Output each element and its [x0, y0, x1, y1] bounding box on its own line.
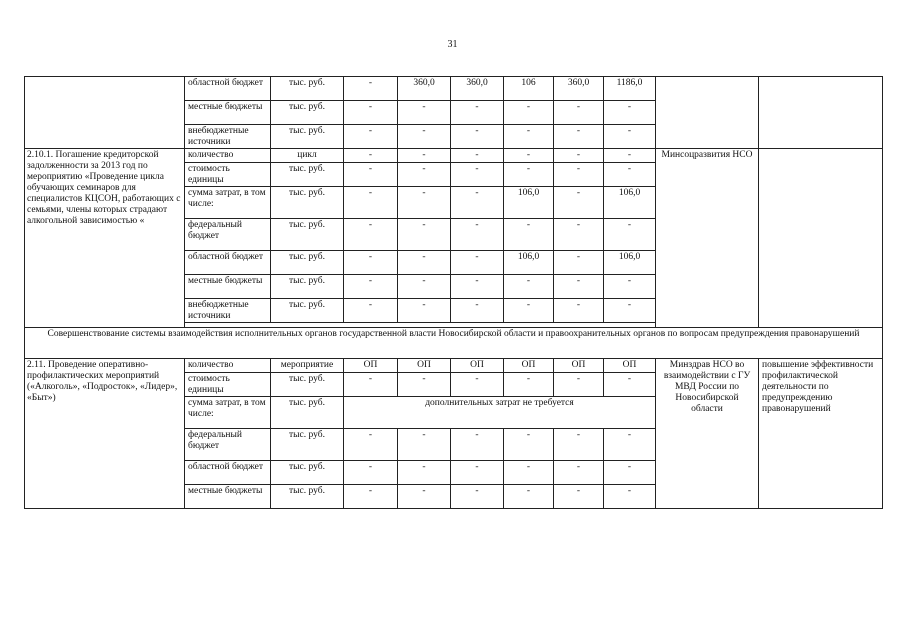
value-cell: 106,0 [504, 187, 554, 219]
executor-cell: Минздрав НСО во взаимодействии с ГУ МВД России по Новосибирской области [656, 359, 759, 509]
indicator-label: местные бюджеты [185, 275, 271, 299]
value-cell: - [451, 125, 504, 149]
value-cell: - [504, 461, 554, 485]
value-cell: - [554, 187, 604, 219]
value-cell: - [504, 219, 554, 251]
value-cell: - [344, 163, 398, 187]
value-cell: - [554, 163, 604, 187]
value-cell: 106 [504, 77, 554, 101]
item-title: 2.11. Проведение оперативно-профилактических мероприятий («Алкоголь», «Подросток», «Лидер», «Быт») [25, 359, 185, 509]
value-cell: - [604, 429, 656, 461]
value-cell: - [344, 485, 398, 509]
indicator-label: стоимость единицы [185, 373, 271, 397]
value-cell: - [451, 429, 504, 461]
value-cell: ОП [554, 359, 604, 373]
value-cell: - [604, 149, 656, 163]
unit-cell: тыс. руб. [271, 187, 344, 219]
value-cell: 106,0 [504, 251, 554, 275]
value-cell: - [504, 125, 554, 149]
value-cell: - [398, 101, 451, 125]
value-cell: - [344, 149, 398, 163]
value-cell: - [554, 485, 604, 509]
value-cell: - [554, 149, 604, 163]
value-cell: - [604, 299, 656, 323]
unit-cell: тыс. руб. [271, 101, 344, 125]
value-cell: - [344, 461, 398, 485]
unit-cell: тыс. руб. [271, 461, 344, 485]
value-cell: - [504, 275, 554, 299]
value-cell: - [554, 373, 604, 397]
value-cell: - [604, 373, 656, 397]
indicator-label: федеральный бюджет [185, 429, 271, 461]
unit-cell: тыс. руб. [271, 77, 344, 101]
indicator-label: внебюджетные источники [185, 299, 271, 323]
value-cell: ОП [504, 359, 554, 373]
unit-cell: тыс. руб. [271, 219, 344, 251]
value-cell: - [344, 275, 398, 299]
value-cell: - [344, 77, 398, 101]
value-cell: 106,0 [604, 187, 656, 219]
value-cell: - [604, 101, 656, 125]
value-cell: 106,0 [604, 251, 656, 275]
indicator-label: сумма затрат, в том числе: [185, 397, 271, 429]
value-cell: - [504, 299, 554, 323]
indicator-label: областной бюджет [185, 77, 271, 101]
program-table [24, 76, 883, 509]
value-cell: - [554, 299, 604, 323]
value-cell: - [344, 187, 398, 219]
value-cell: - [398, 485, 451, 509]
value-cell: - [504, 373, 554, 397]
value-cell: - [504, 429, 554, 461]
executor-cell [656, 77, 759, 149]
table-body [25, 77, 883, 509]
value-cell: - [451, 485, 504, 509]
unit-cell: тыс. руб. [271, 275, 344, 299]
value-cell: 1186,0 [604, 77, 656, 101]
unit-cell: тыс. руб. [271, 485, 344, 509]
value-cell: - [504, 101, 554, 125]
value-cell: - [398, 219, 451, 251]
value-cell: - [504, 163, 554, 187]
value-cell: - [451, 275, 504, 299]
value-cell: - [398, 299, 451, 323]
value-cell: - [554, 461, 604, 485]
value-cell: - [604, 461, 656, 485]
value-cell: - [451, 251, 504, 275]
value-cell: 360,0 [398, 77, 451, 101]
indicator-label: местные бюджеты [185, 101, 271, 125]
value-cell: - [398, 275, 451, 299]
value-cell: ОП [451, 359, 504, 373]
value-cell: - [451, 101, 504, 125]
value-cell: - [344, 373, 398, 397]
unit-cell: тыс. руб. [271, 373, 344, 397]
result-cell [759, 77, 883, 149]
unit-cell: тыс. руб. [271, 429, 344, 461]
value-cell: - [554, 101, 604, 125]
value-cell: - [398, 461, 451, 485]
value-cell: - [398, 187, 451, 219]
unit-cell: тыс. руб. [271, 163, 344, 187]
value-cell: - [451, 187, 504, 219]
value-cell: - [554, 125, 604, 149]
indicator-label: внебюджетные источники [185, 125, 271, 149]
value-cell: - [451, 163, 504, 187]
value-cell: - [398, 149, 451, 163]
item-cell [25, 77, 185, 149]
value-cell: - [504, 485, 554, 509]
result-cell: повышение эффективности профилактической деятельности по предупреждению правонарушений [759, 359, 883, 509]
value-cell: - [398, 163, 451, 187]
value-cell: - [451, 299, 504, 323]
indicator-label: федеральный бюджет [185, 219, 271, 251]
value-cell: - [344, 429, 398, 461]
value-cell: - [344, 251, 398, 275]
indicator-label: количество [185, 149, 271, 163]
value-cell: ОП [344, 359, 398, 373]
value-cell: - [451, 149, 504, 163]
value-cell: - [554, 429, 604, 461]
table-row [25, 359, 883, 373]
merged-note-cell: дополнительных затрат не требуется [344, 397, 656, 429]
value-cell: - [344, 101, 398, 125]
table-row [25, 77, 883, 101]
value-cell: 360,0 [554, 77, 604, 101]
value-cell: - [451, 219, 504, 251]
unit-cell: цикл [271, 149, 344, 163]
indicator-label: областной бюджет [185, 251, 271, 275]
value-cell: - [604, 275, 656, 299]
value-cell: - [554, 219, 604, 251]
unit-cell: тыс. руб. [271, 299, 344, 323]
value-cell: - [554, 275, 604, 299]
unit-cell: мероприятие [271, 359, 344, 373]
unit-cell: тыс. руб. [271, 397, 344, 429]
value-cell: - [604, 485, 656, 509]
table-row [25, 149, 883, 163]
value-cell: - [504, 149, 554, 163]
value-cell: - [451, 373, 504, 397]
unit-cell: тыс. руб. [271, 251, 344, 275]
value-cell: 360,0 [451, 77, 504, 101]
indicator-label: областной бюджет [185, 461, 271, 485]
value-cell: - [398, 125, 451, 149]
value-cell: - [398, 429, 451, 461]
indicator-label: сумма затрат, в том числе: [185, 187, 271, 219]
result-cell [759, 149, 883, 328]
value-cell: - [344, 299, 398, 323]
unit-cell: тыс. руб. [271, 125, 344, 149]
value-cell: - [604, 163, 656, 187]
value-cell: - [344, 219, 398, 251]
value-cell: - [451, 461, 504, 485]
item-title: 2.10.1. Погашение кредиторской задолженности за 2013 год по мероприятию «Проведение цикла обучающих семинаров для специалистов КЦСОН, работающих с семьями, члены которых страдают алкогольной зависимостью « [25, 149, 185, 328]
value-cell: - [344, 125, 398, 149]
table-row [25, 328, 883, 359]
value-cell: - [398, 373, 451, 397]
indicator-label: местные бюджеты [185, 485, 271, 509]
value-cell: ОП [398, 359, 451, 373]
value-cell: - [398, 251, 451, 275]
value-cell: - [604, 125, 656, 149]
value-cell: ОП [604, 359, 656, 373]
section-heading: Совершенствование системы взаимодействия исполнительных органов государственной власти Новосибирской области и правоохранительных органов по вопросам предупреждения правонарушений [25, 328, 883, 359]
value-cell: - [554, 251, 604, 275]
page-number: 31 [447, 39, 458, 50]
value-cell: - [604, 219, 656, 251]
indicator-label: количество [185, 359, 271, 373]
indicator-label: стоимость единицы [185, 163, 271, 187]
executor-cell: Минсоцразвития НСО [656, 149, 759, 328]
